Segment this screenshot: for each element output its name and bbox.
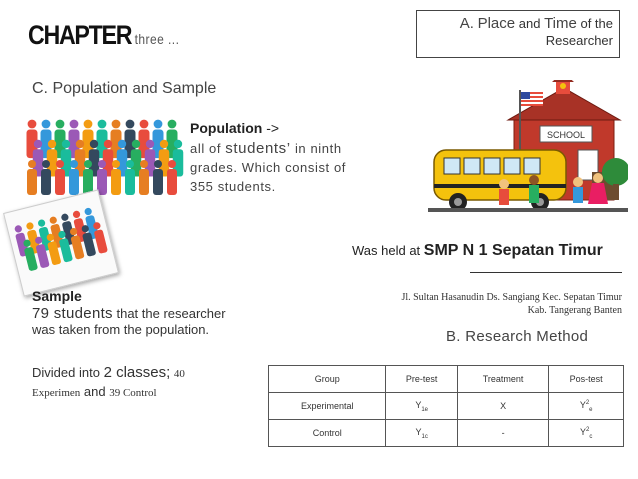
person-icon [98,160,106,168]
person-icon [168,120,177,129]
person-icon [98,120,107,129]
person-icon [42,160,50,168]
person-icon [112,160,120,168]
person-icon [62,140,70,148]
and-word: and [518,16,541,31]
header-cell: Group [269,366,386,393]
and-word: and [132,80,158,97]
person-icon [90,140,98,148]
students-word: students’ [225,140,291,157]
place-time-title-line1 [417,15,613,32]
section-letter-c: C. [32,80,48,97]
chapter-subtitle: three ... [134,31,180,47]
place-word: Place [477,15,516,32]
person-icon [126,120,135,129]
held-at-line [352,242,603,260]
person-icon [70,120,79,129]
person-icon [154,160,162,168]
time-word: Time [544,15,577,32]
posttest-cell: $Y^2_e$ [549,393,624,420]
experimental-word: Experimen [32,387,81,399]
person-icon [160,140,168,148]
person-icon [41,169,51,195]
person-icon [84,207,93,216]
address-line-2: Kab. Tangerang Banten [527,305,622,316]
divider-line [470,272,622,273]
person-icon [55,169,65,195]
group-cell: Control [269,420,386,447]
person-icon [140,120,149,129]
sample-text: that the researcher was taken from the population. [32,306,226,337]
person-icon [69,169,79,195]
treatment-cell: X [457,393,548,420]
person-icon [125,169,135,195]
person-icon [76,140,84,148]
population-text-b: in ninth grades. Which consist of 355 students. [190,141,347,194]
person-icon [70,160,78,168]
person-icon [118,140,126,148]
person-icon [154,120,163,129]
population-word: Population [52,80,129,97]
population-heading: Population [190,120,263,136]
experimental-count: 40 [173,368,185,380]
person-icon [56,120,65,129]
person-icon [84,160,92,168]
person-icon [14,225,23,234]
population-description [190,139,360,196]
section-letter-a: A. [459,15,474,32]
person-icon [104,140,112,148]
research-method-title: B. Research Method [446,328,589,345]
sample-description [32,306,232,338]
person-icon [27,169,37,195]
table-row [269,420,624,447]
held-at-text: Was held at [352,243,421,258]
person-icon [48,140,56,148]
sample-photo [3,189,119,296]
group-cell: Experimental [269,393,386,420]
school-name: SMP N 1 Sepatan Timur [423,242,603,259]
research-method-table [268,365,624,447]
posttest-cell: $Y^2_c$ [549,420,624,447]
place-time-box [416,10,620,58]
person-icon [56,160,64,168]
pretest-cell: $Y_{1e}$ [386,393,457,420]
person-icon [140,160,148,168]
address-line-1: Jl. Sultan Hasanudin Ds. Sangiang Kec. Sepatan Timur [401,292,622,303]
person-icon [94,229,108,254]
person-icon [26,222,35,231]
pretest-cell: $Y_{1c}$ [386,420,457,447]
person-icon [126,160,134,168]
place-time-title-line2: Researcher [545,33,613,48]
table-header-row [269,366,624,393]
person-icon [168,160,176,168]
person-icon [84,120,93,129]
header-cell: Pos-test [549,366,624,393]
of-the-word: of the [580,16,613,31]
table-row [269,393,624,420]
person-icon [49,216,58,225]
person-icon [61,213,70,222]
population-label [190,120,279,136]
person-icon [42,120,51,129]
person-icon [28,160,36,168]
sample-word: Sample [162,80,217,97]
chapter-heading [28,20,179,51]
person-icon [153,169,163,195]
person-icon [111,169,121,195]
person-icon [146,140,154,148]
sample-label: Sample [32,288,82,304]
control-count: 39 Control [109,387,157,399]
population-text-a: all of [190,141,222,156]
divided-text: Divided into [32,365,100,380]
person-icon [132,140,140,148]
header-cell: Pre-test [386,366,457,393]
person-icon [174,140,182,148]
header-cell: Treatment [457,366,548,393]
school-address [380,291,622,317]
school-sign-text: SCHOOL [546,130,586,140]
person-icon [167,169,177,195]
arrow-symbol: -> [266,120,280,136]
person-icon [139,169,149,195]
section-c-title [32,80,216,98]
person-icon [112,120,121,129]
classes-text: 2 classes; [103,364,171,381]
and-word: and [83,384,106,399]
person-icon [34,140,42,148]
person-icon [72,210,81,219]
person-icon [37,219,46,228]
treatment-cell: - [457,420,548,447]
person-icon [28,120,37,129]
chapter-word: CHAPTER [28,20,132,50]
school-bus-illustration [428,80,628,230]
sample-count: 79 students [32,305,113,322]
sample-division [32,364,232,402]
